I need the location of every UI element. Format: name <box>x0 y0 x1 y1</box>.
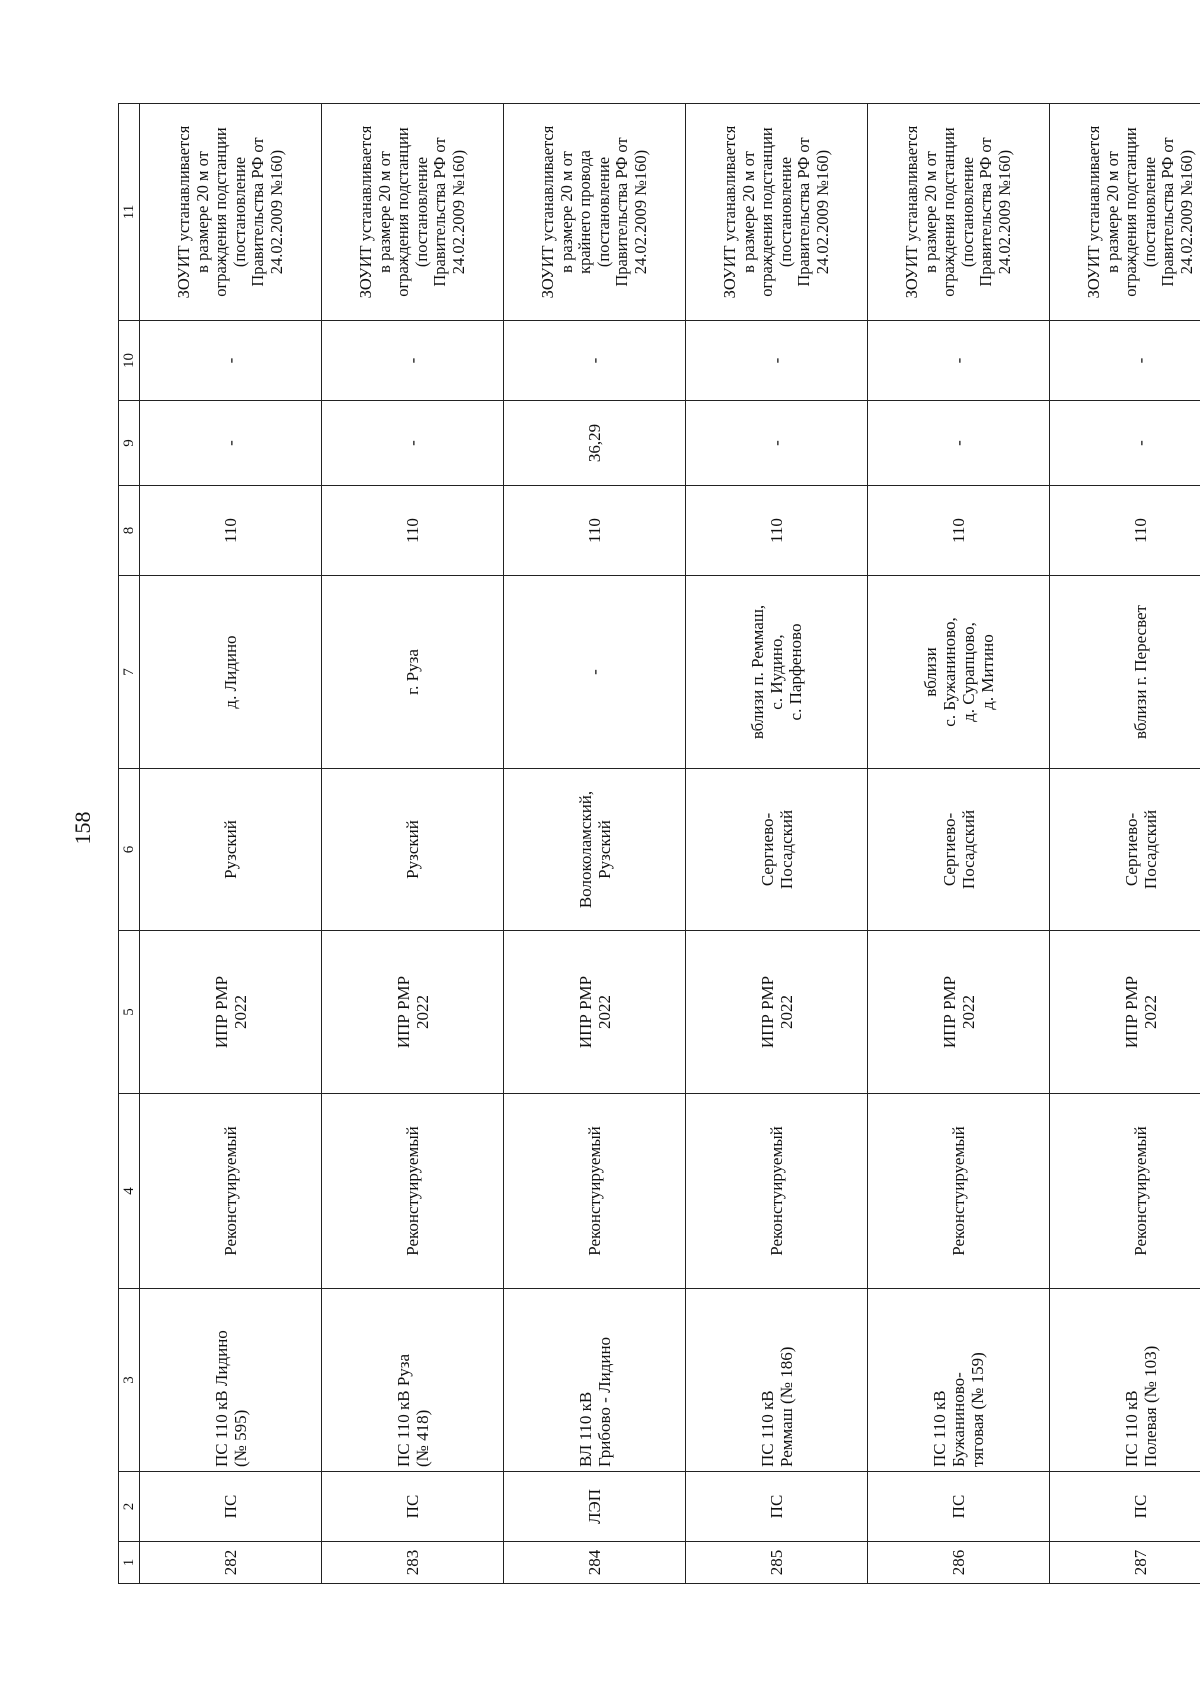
column-header: 6 <box>119 769 140 931</box>
column-header: 4 <box>119 1094 140 1289</box>
cell-program: ИПР РМР 2022 <box>504 931 686 1094</box>
cell-zone: ЗОУИТ устанавливается в размере 20 м от ограждения подстанции (постановление Правительства РФ от 24.02.2009 №160) <box>140 104 322 321</box>
cell-number: 285 <box>686 1542 868 1584</box>
cell-district: Сергиево- Посадский <box>686 769 868 931</box>
cell-object-name: ВЛ 110 кВ Грибово - Лидино <box>504 1289 686 1472</box>
cell-zone: ЗОУИТ устанавливается в размере 20 м от ограждения подстанции (постановление Правительства РФ от 24.02.2009 №160) <box>1050 104 1200 321</box>
cell-location: вблизи с. Бужаниново, д. Сурапцово, д. Митино <box>868 576 1050 769</box>
cell-zone: ЗОУИТ устанавливается в размере 20 м от ограждения подстанции (постановление Правительства РФ от 24.02.2009 №160) <box>868 104 1050 321</box>
cell-length: - <box>140 401 322 486</box>
cell-location: - <box>504 576 686 769</box>
cell-voltage: 110 <box>140 486 322 576</box>
column-header: 10 <box>119 321 140 401</box>
cell-district: Рузский <box>322 769 504 931</box>
cell-number: 282 <box>140 1542 322 1584</box>
cell-type: ПС <box>686 1472 868 1542</box>
cell-district: Рузский <box>140 769 322 931</box>
cell-voltage: 110 <box>504 486 686 576</box>
column-header: 1 <box>119 1542 140 1584</box>
cell-status: Реконстуируемый <box>686 1094 868 1289</box>
cell-zone: ЗОУИТ устанавливается в размере 20 м от ограждения подстанции (постановление Правительства РФ от 24.02.2009 №160) <box>322 104 504 321</box>
cell-status: Реконстуируемый <box>504 1094 686 1289</box>
cell-voltage: 110 <box>686 486 868 576</box>
cell-length: - <box>868 401 1050 486</box>
cell-object-name: ПС 110 кВ Руза (№ 418) <box>322 1289 504 1472</box>
cell-program: ИПР РМР 2022 <box>140 931 322 1094</box>
cell-district: Волоколамский, Рузский <box>504 769 686 931</box>
cell-type: ПС <box>868 1472 1050 1542</box>
table-row <box>868 104 1050 1584</box>
table-row <box>1050 104 1200 1584</box>
column-header: 5 <box>119 931 140 1094</box>
column-header: 9 <box>119 401 140 486</box>
cell-type: ПС <box>1050 1472 1200 1542</box>
cell-length: - <box>1050 401 1200 486</box>
cell-col10: - <box>868 321 1050 401</box>
cell-object-name: ПС 110 кВ Лидино (№ 595) <box>140 1289 322 1472</box>
cell-length: 36,29 <box>504 401 686 486</box>
cell-location: г. Руза <box>322 576 504 769</box>
column-header: 7 <box>119 576 140 769</box>
table-row <box>322 104 504 1584</box>
cell-col10: - <box>686 321 868 401</box>
cell-col10: - <box>1050 321 1200 401</box>
cell-status: Реконстуируемый <box>322 1094 504 1289</box>
column-header: 8 <box>119 486 140 576</box>
cell-district: Сергиево- Посадский <box>868 769 1050 931</box>
cell-type: ПС <box>322 1472 504 1542</box>
cell-voltage: 110 <box>868 486 1050 576</box>
cell-number: 283 <box>322 1542 504 1584</box>
page-number: 158 <box>70 811 95 845</box>
table-row <box>140 104 322 1584</box>
column-header: 2 <box>119 1472 140 1542</box>
cell-status: Реконстуируемый <box>868 1094 1050 1289</box>
cell-zone: ЗОУИТ устанавливается в размере 20 м от крайнего провода (постановление Правительства РФ от 24.02.2009 №160) <box>504 104 686 321</box>
column-header: 3 <box>119 1289 140 1472</box>
column-header: 11 <box>119 104 140 321</box>
table-row <box>686 104 868 1584</box>
cell-location: вблизи п. Реммаш, с. Иудино, с. Парфеново <box>686 576 868 769</box>
cell-object-name: ПС 110 кВ Полевая (№ 103) <box>1050 1289 1200 1472</box>
rotated-table-container <box>118 104 1200 1584</box>
cell-number: 287 <box>1050 1542 1200 1584</box>
cell-length: - <box>686 401 868 486</box>
cell-object-name: ПС 110 кВ Бужаниново- тяговая (№ 159) <box>868 1289 1050 1472</box>
cell-status: Реконстуируемый <box>1050 1094 1200 1289</box>
objects-table <box>118 103 1200 1584</box>
cell-district: Сергиево- Посадский <box>1050 769 1200 931</box>
cell-program: ИПР РМР 2022 <box>1050 931 1200 1094</box>
cell-col10: - <box>504 321 686 401</box>
cell-object-name: ПС 110 кВ Реммаш (№ 186) <box>686 1289 868 1472</box>
cell-status: Реконстуируемый <box>140 1094 322 1289</box>
cell-number: 284 <box>504 1542 686 1584</box>
cell-location: вблизи г. Пересвет <box>1050 576 1200 769</box>
header-row <box>119 104 140 1584</box>
cell-zone: ЗОУИТ устанавливается в размере 20 м от ограждения подстанции (постановление Правительства РФ от 24.02.2009 №160) <box>686 104 868 321</box>
cell-program: ИПР РМР 2022 <box>868 931 1050 1094</box>
cell-location: д. Лидино <box>140 576 322 769</box>
cell-voltage: 110 <box>322 486 504 576</box>
cell-program: ИПР РМР 2022 <box>686 931 868 1094</box>
cell-col10: - <box>140 321 322 401</box>
cell-col10: - <box>322 321 504 401</box>
cell-type: ПС <box>140 1472 322 1542</box>
table-row <box>504 104 686 1584</box>
cell-length: - <box>322 401 504 486</box>
cell-type: ЛЭП <box>504 1472 686 1542</box>
cell-program: ИПР РМР 2022 <box>322 931 504 1094</box>
cell-voltage: 110 <box>1050 486 1200 576</box>
cell-number: 286 <box>868 1542 1050 1584</box>
